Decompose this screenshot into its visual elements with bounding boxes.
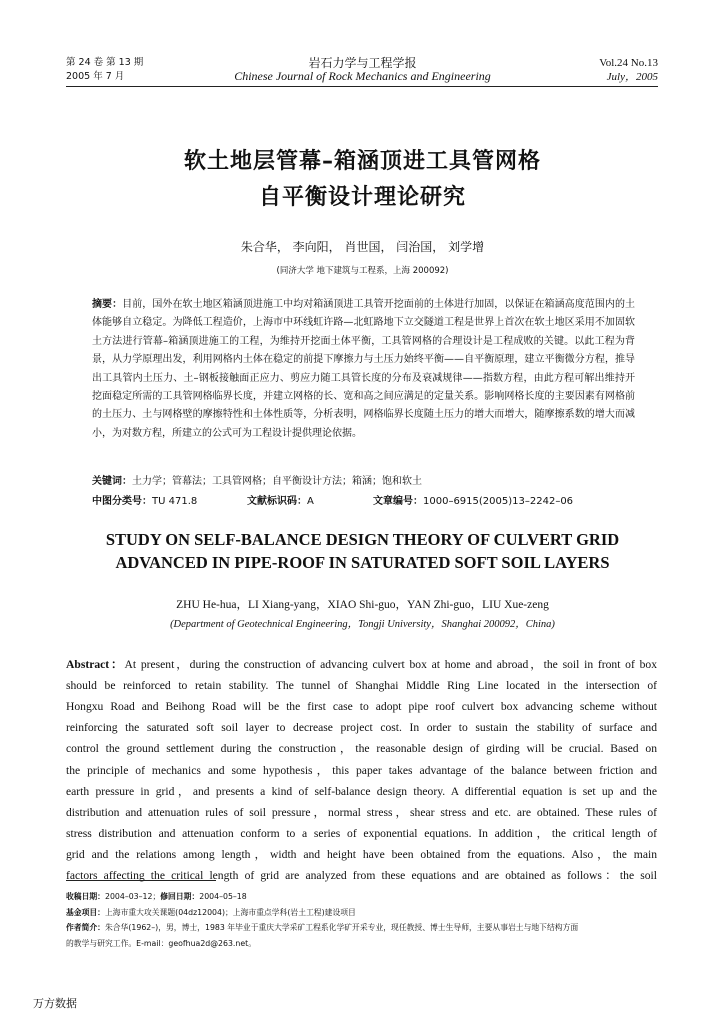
en-abstract-line: should be reinforced to retain stability. The tunnel of Shanghai Middle Ring Line located in the intersection of [66, 679, 657, 692]
author-label: 作者简介： [66, 923, 105, 932]
revised-label: 修回日期： [160, 892, 200, 901]
en-abstract-line: stress distribution and attenuation conform to a series of exponential equations. In addition，the critical length of [66, 827, 657, 840]
cn-authors: 朱合华， 李向阳， 肖世国， 闫治国， 刘学增 [240, 240, 485, 254]
cn-keywords-text: 土力学；管幕法；工具管网格；自平衡设计方法；箱涵；饱和软土 [132, 476, 422, 487]
cn-keywords-label: 关键词： [92, 476, 132, 487]
en-abstract-line: earth pressure in grid，and presents a kind of self-balance design theory. A differential equation is set up and the [66, 785, 657, 798]
en-abstract-line: control the ground settlement during the construction，the reasonable design of girding will be crucial. Based on [66, 742, 657, 755]
cn-affiliation: (同济大学 地下建筑与工程系，上海 200092) [276, 266, 449, 276]
author-bio-line1: 朱合华(1962–)，男，博士，1983 年毕业于重庆大学采矿工程系化学矿开采专业，现任教授、博士生导师，主要从事岩土与地下结构方面 [104, 923, 579, 932]
cn-abstract-label: 摘要： [92, 299, 123, 310]
header-volume-en: Vol.24 No.13 [599, 57, 658, 69]
received-date: 2004–03–12； [104, 892, 161, 901]
cn-abstract-text: 目前，国外在软土地区箱涵顶进施工中均对箱涵顶进工具管开挖面前的土体进行加固，以保证在箱涵高度范围内的土体能够自立稳定。为降低工程造价，上海市中环线虹许路—北虹路地下立交隧道工程是世界上首次在软土地区采用不加固软土方法进行管幕–箱涵顶进施工的工程，为维持开挖面土体平衡，工具管网格的合理设计是工程成败的关键。以此工程为背景，从力学原理出发，利用网格内土体在稳定的前提下摩擦力与土压力始终平衡——自平衡原理，建立平衡微分方程，推导出工具管内土压力、土–钢板接触面正应力、剪应力随工具管长度的分布及衰减规律——指数方程，由此方程可解出维持开挖面稳定所需的工具管网格临界长度，并建立网格的长、宽和高之间应满足的定量关系。影响网格长度的主要因素有网格前的土压力、土与网格壁的摩擦特性和土体性质等，分析表明，网格临界长度随土压力的增大而增大，随摩擦系数的增大而减小，为对数方程，所建立的公式可为工程设计提供理论依据。 [92, 299, 636, 439]
en-title-line1: STUDY ON SELF-BALANCE DESIGN THEORY OF CULVERT GRID [105, 530, 620, 549]
footnote-fund [66, 906, 666, 920]
header-journal-en: Chinese Journal of Rock Mechanics and Engineering [234, 69, 491, 83]
en-abstract-line: reinforcing the saturated soft soil layer to decrease project cost. In order to sustain the stability of surface and [66, 721, 657, 734]
en-authors: ZHU He-hua，LI Xiang-yang，XIAO Shi-guo，YAN Zhi-guo，LIU Xue-zeng [176, 599, 549, 611]
en-abstract-line: distribution and attenuation rules of soil pressure，normal stress，shear stress and etc. are obtained. These rules of [66, 806, 657, 819]
header-date: 2005 年 7 月 [66, 71, 125, 82]
cn-title-line2: 自平衡设计理论研究 [258, 185, 466, 210]
en-title-line2: ADVANCED IN PIPE-ROOF IN SATURATED SOFT SOIL LAYERS [115, 553, 610, 572]
en-abstract-label: Abstract： [66, 658, 125, 671]
cn-clc-label: 中图分类号： [92, 496, 152, 507]
header-volume: 第 24 卷 第 13 期 [66, 57, 144, 68]
footnote-author-cont: 的教学与研究工作。E-mail：geofhua2d@263.net。 [66, 939, 256, 948]
cn-title-line1: 软土地层管幕–箱涵顶进工具管网格 [183, 149, 541, 174]
fund-label: 基金项目： [66, 908, 105, 917]
cn-clc [92, 495, 197, 509]
header-journal-cn: 岩石力学与工程学报 [308, 56, 417, 70]
en-abstract-line: Hongxu Road and Beihong Road will be the first case to adopt pipe roof culvert box advancing scheme without [66, 700, 657, 713]
footnote-dates [66, 890, 666, 904]
footnote-rule [66, 880, 216, 881]
cn-article-no [373, 495, 573, 509]
cn-keywords [92, 475, 422, 489]
cn-clc-value: TU 471.8 [152, 496, 198, 507]
en-abstract-text: At present，during the construction of advancing culvert box at home and abroad，the soil in front of box [124, 658, 657, 671]
received-label: 收稿日期： [66, 892, 105, 901]
header-date-en: July，2005 [606, 71, 658, 83]
cn-doc-code-value: A [307, 496, 314, 507]
en-abstract-line: factors affecting the critical length of grid are analyzed from these equations and are obtained as follows：the soil [66, 869, 657, 882]
header-rule [66, 86, 658, 87]
en-abstract-line: grid and the relations among length，width and height have been obtained from the equations. Also，the main [66, 848, 657, 861]
footnote-author [66, 921, 666, 935]
cn-doc-code-label: 文献标识码： [247, 496, 307, 507]
revised-date: 2004–05–18 [199, 892, 247, 901]
cn-abstract [92, 296, 635, 443]
cn-article-no-label: 文章编号： [373, 496, 423, 507]
en-affiliation: (Department of Geotechnical Engineering，Tongji University，Shanghai 200092，China) [170, 619, 555, 630]
fund-text: 上海市重大攻关课题(04dz12004)；上海市重点学科(岩土工程)建设项目 [104, 908, 356, 917]
cn-doc-code [247, 495, 314, 509]
en-abstract-line: the principle of mechanics and some hypothesis，this paper takes advantage of the balance between friction and [66, 764, 657, 777]
wanfang-brand: 万方数据 [33, 997, 77, 1010]
en-abstract-line [66, 654, 657, 675]
cn-article-no-value: 1000–6915(2005)13–2242–06 [423, 496, 574, 507]
